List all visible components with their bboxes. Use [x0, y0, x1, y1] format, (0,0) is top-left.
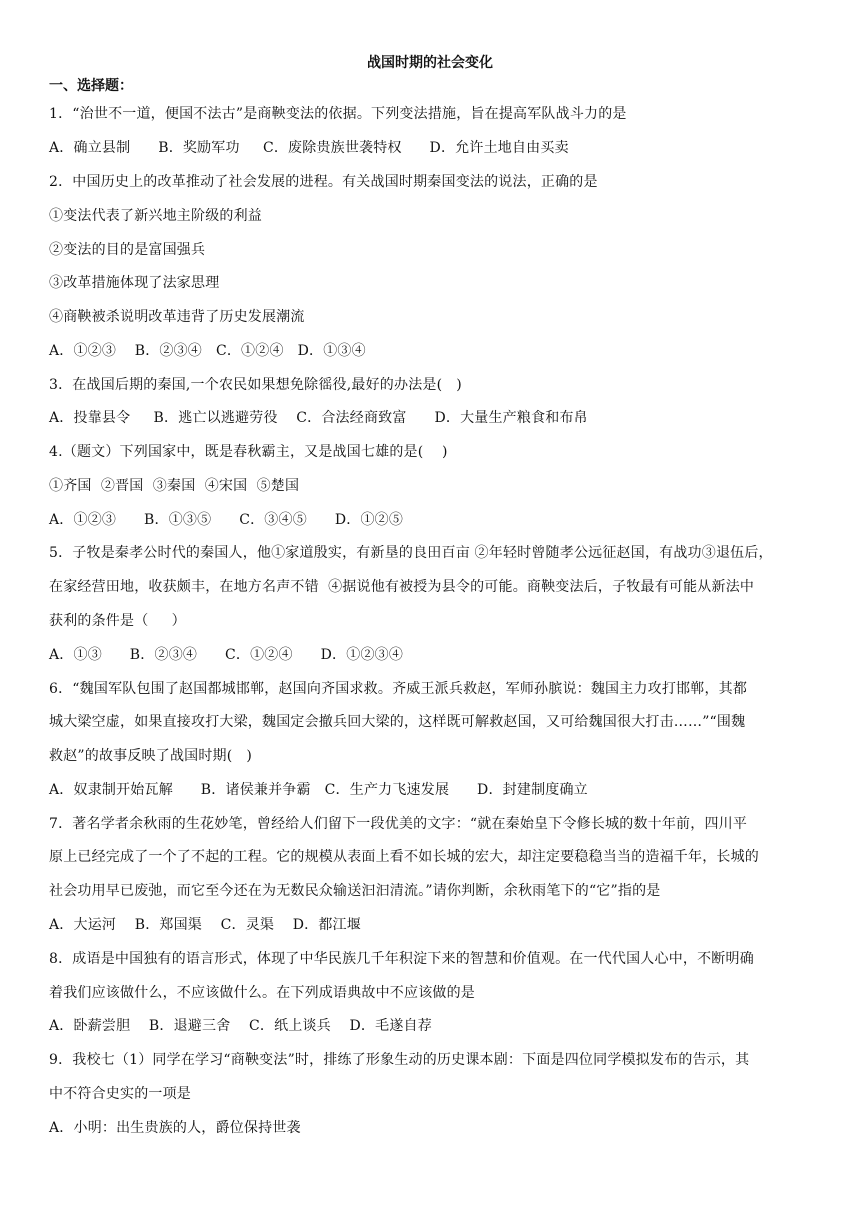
text-line: 7．著名学者余秋雨的生花妙笔，曾经给人们留下一段优美的文字：“就在秦始皇下令修长城的数十年前，四川平	[49, 816, 748, 832]
text-line: A．卧薪尝胆 B．退避三舍 C．纸上谈兵 D．毛遂自荐	[49, 1018, 432, 1034]
page-title: 战国时期的社会变化	[367, 55, 493, 71]
text-line: 着我们应该做什么，不应该做什么。在下列成语典故中不应该做的是	[49, 985, 475, 1001]
text-line: A．①②③ B．②③④ C．①②④ D．①③④	[49, 343, 366, 359]
text-line: 9．我校七（1）同学在学习“商鞅变法”时，排练了形象生动的历史课本剧：下面是四位同学模拟发布的告示，其	[49, 1052, 750, 1068]
text-line: A．确立县制 B．奖励军功 C．废除贵族世袭特权 D．允许土地自由买卖	[49, 140, 569, 156]
text-line: 2．中国历史上的改革推动了社会发展的进程。有关战国时期秦国变法的说法，正确的是	[49, 174, 598, 190]
text-line: 获利的条件是（ ）	[49, 613, 186, 629]
text-line: A．①③ B．②③④ C．①②④ D．①②③④	[49, 647, 404, 663]
text-line: ③改革措施体现了法家思理	[49, 275, 220, 291]
text-line: A．①②③ B．①③⑤ C．③④⑤ D．①②⑤	[49, 512, 404, 528]
text-line: 在家经营田地，收获颇丰，在地方名声不错 ④据说他有被授为县令的可能。商鞅变法后，子牧最有可能从新法中	[49, 579, 755, 595]
text-line: 1．“治世不一道，便国不法古”是商鞅变法的依据。下列变法措施，旨在提高军队战斗力的是	[49, 106, 627, 122]
text-line: 3．在战国后期的秦国,一个农民如果想免除徭役,最好的办法是( )	[49, 377, 462, 393]
text-line: 4.（题文）下列国家中，既是春秋霸主，又是战国七雄的是( )	[49, 444, 448, 460]
text-line: 8．成语是中国独有的语言形式，体现了中华民族几千年积淀下来的智慧和价值观。在一代代国人心中，不断明确	[49, 951, 754, 967]
text-line: ②变法的目的是富国强兵	[49, 242, 206, 258]
text-line: 6．“魏国军队包围了赵国都城邯郸，赵国向齐国求救。齐威王派兵救赵，军师孙膑说：魏国主力攻打邯郸，其都	[49, 681, 748, 697]
text-line: A．小明：出生贵族的人，爵位保持世袭	[49, 1120, 301, 1136]
text-line: ①变法代表了新兴地主阶级的利益	[49, 208, 262, 224]
text-line: ①齐国 ②晋国 ③秦国 ④宋国 ⑤楚国	[49, 478, 300, 494]
text-line: A．奴隶制开始瓦解 B．诸侯兼并争霸 C．生产力飞速发展 D．封建制度确立	[49, 782, 588, 798]
text-line: A．投靠县令 B．逃亡以逃避劳役 C．合法经商致富 D．大量生产粮食和布帛	[49, 410, 588, 426]
section-heading: 一、选择题：	[49, 78, 133, 94]
text-line: 原上已经完成了一个了不起的工程。它的规模从表面上看不如长城的宏大，却注定要稳稳当当的造福千年，长城的	[49, 849, 759, 865]
text-line: 中不符合史实的一项是	[49, 1086, 191, 1102]
text-line: 社会功用早已废弛，而它至今还在为无数民众输送汩汩清流。”请你判断，余秋雨笔下的“它”指的是	[49, 883, 661, 899]
text-line: 5．子牧是秦孝公时代的秦国人，他①家道殷实，有新垦的良田百亩 ②年轻时曾随孝公远征赵国，有战功③退伍后，	[49, 545, 773, 561]
text-line: ④商鞅被杀说明改革违背了历史发展潮流	[49, 309, 305, 325]
text-line: 城大梁空虚，如果直接攻打大梁，魏国定会撤兵回大梁的，这样既可解救赵国，又可给魏国很大打击……”“围魏	[49, 714, 746, 730]
text-line: A．大运河 B．郑国渠 C．灵渠 D．都江堰	[49, 917, 361, 933]
text-line: 救赵”的故事反映了战国时期( )	[49, 748, 253, 764]
